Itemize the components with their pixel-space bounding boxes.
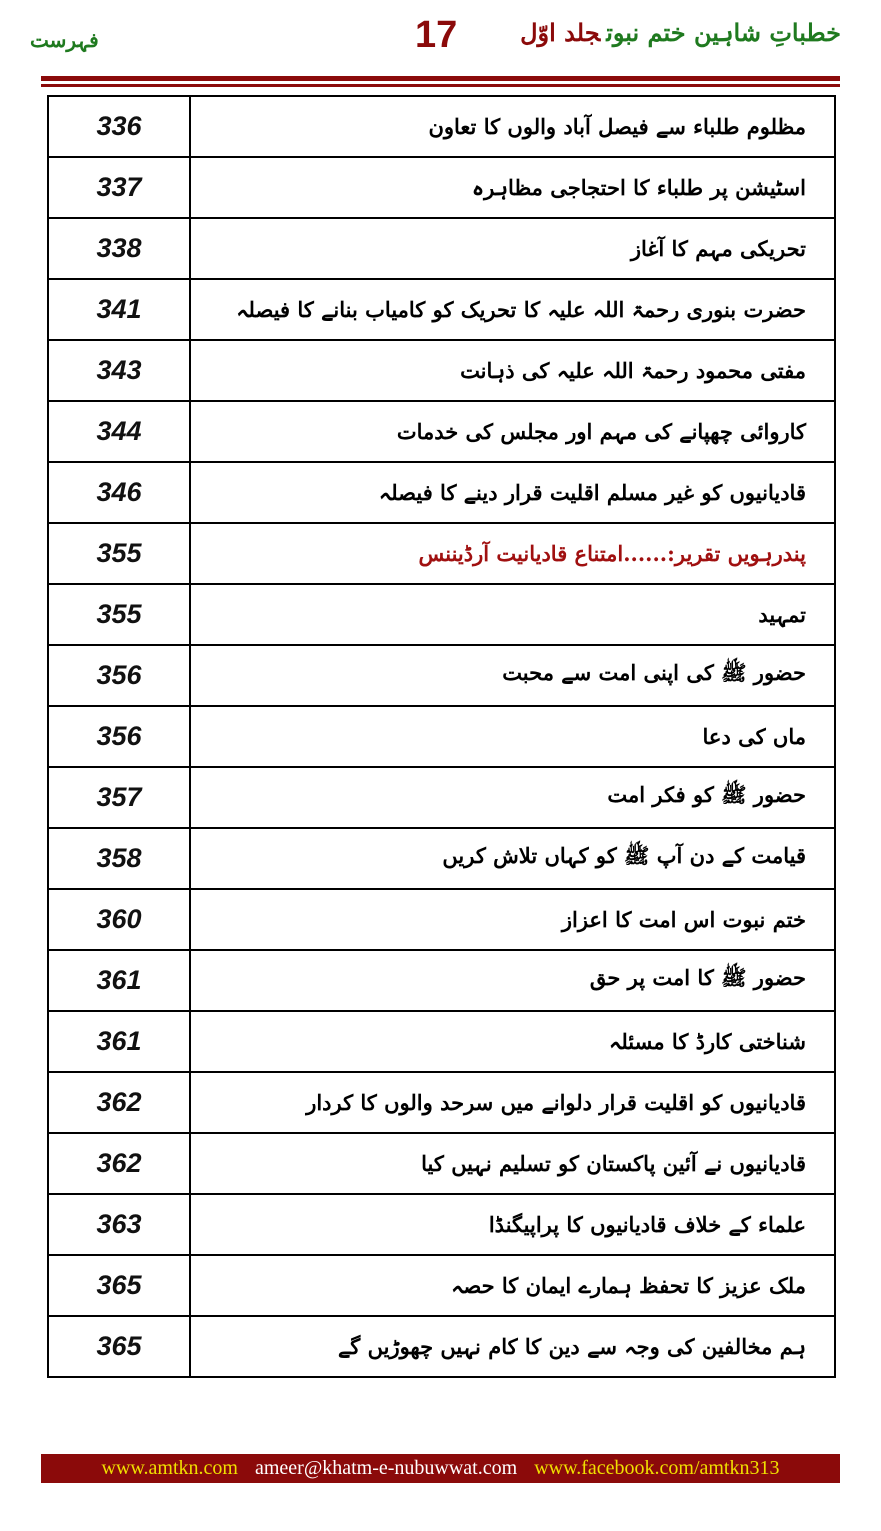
facebook-link[interactable]: www.facebook.com/amtkn313 xyxy=(534,1457,780,1479)
header-rule xyxy=(41,76,840,81)
website-link[interactable]: www.amtkn.com xyxy=(101,1457,238,1479)
page-ref: 346 xyxy=(48,462,190,523)
table-row xyxy=(48,1255,835,1316)
entry-title: شناختی کارڈ کا مسئلہ xyxy=(190,1011,835,1072)
page-ref: 358 xyxy=(48,828,190,889)
page-ref: 356 xyxy=(48,706,190,767)
table-row xyxy=(48,767,835,828)
book-title xyxy=(520,18,841,47)
entry-title: تحریکی مہم کا آغاز xyxy=(190,218,835,279)
table-row xyxy=(48,401,835,462)
page-ref: 357 xyxy=(48,767,190,828)
table-row xyxy=(48,1194,835,1255)
entry-title: ملک عزیز کا تحفظ ہمارے ایمان کا حصہ xyxy=(190,1255,835,1316)
table-row xyxy=(48,218,835,279)
table-row xyxy=(48,950,835,1011)
entry-title: قادیانیوں کو اقلیت قرار دلوانے میں سرحد والوں کا کردار xyxy=(190,1072,835,1133)
table-row xyxy=(48,645,835,706)
table-row xyxy=(48,706,835,767)
page-ref: 365 xyxy=(48,1255,190,1316)
table-row xyxy=(48,584,835,645)
header-rule-thin xyxy=(41,84,840,87)
page-ref: 361 xyxy=(48,1011,190,1072)
page-ref: 362 xyxy=(48,1133,190,1194)
page-number: 17 xyxy=(415,14,458,56)
table-row xyxy=(48,1316,835,1377)
table-row xyxy=(48,157,835,218)
entry-title: حضور ﷺ کو فکر امت xyxy=(190,767,835,828)
table-row xyxy=(48,889,835,950)
entry-title: کاروائی چھپانے کی مہم اور مجلس کی خدمات xyxy=(190,401,835,462)
table-row xyxy=(48,828,835,889)
entry-title: حضور ﷺ کی اپنی امت سے محبت xyxy=(190,645,835,706)
section-label: فہرست xyxy=(30,28,99,52)
entry-title: مفتی محمود رحمۃ اللہ علیہ کی ذہانت xyxy=(190,340,835,401)
entry-title: تمہید xyxy=(190,584,835,645)
volume-label: جلد اوّل xyxy=(520,18,601,47)
entry-title: علماء کے خلاف قادیانیوں کا پراپیگنڈا xyxy=(190,1194,835,1255)
entry-title: قیامت کے دن آپ ﷺ کو کہاں تلاش کریں xyxy=(190,828,835,889)
entry-title: ہم مخالفین کی وجہ سے دین کا کام نہیں چھوڑیں گے xyxy=(190,1316,835,1377)
table-row xyxy=(48,96,835,157)
page-ref: 361 xyxy=(48,950,190,1011)
table-row xyxy=(48,279,835,340)
entry-title: پندرہویں تقریر:......امتناع قادیانیت آرڈیننس xyxy=(190,523,835,584)
page-ref: 362 xyxy=(48,1072,190,1133)
footer-bar xyxy=(41,1454,840,1483)
page-ref: 336 xyxy=(48,96,190,157)
page-ref: 344 xyxy=(48,401,190,462)
page-ref: 355 xyxy=(48,523,190,584)
table-row xyxy=(48,1133,835,1194)
entry-title: اسٹیشن پر طلباء کا احتجاجی مظاہرہ xyxy=(190,157,835,218)
page-ref: 360 xyxy=(48,889,190,950)
entry-title: قادیانیوں کو غیر مسلم اقلیت قرار دینے کا فیصلہ xyxy=(190,462,835,523)
table-row xyxy=(48,462,835,523)
entry-title: مظلوم طلباء سے فیصل آباد والوں کا تعاون xyxy=(190,96,835,157)
page-ref: 365 xyxy=(48,1316,190,1377)
contents-table xyxy=(47,95,836,1378)
entry-title: ماں کی دعا xyxy=(190,706,835,767)
email-link[interactable]: ameer@khatm-e-nubuwwat.com xyxy=(254,1457,518,1479)
page-ref: 337 xyxy=(48,157,190,218)
page-ref: 355 xyxy=(48,584,190,645)
book-title-text: خطباتِ شاہین ختم نبوت xyxy=(606,18,841,47)
page-ref: 341 xyxy=(48,279,190,340)
table-row xyxy=(48,523,835,584)
table-row xyxy=(48,1011,835,1072)
entry-title: قادیانیوں نے آئین پاکستان کو تسلیم نہیں کیا xyxy=(190,1133,835,1194)
entry-title: حضرت بنوری رحمۃ اللہ علیہ کا تحریک کو کامیاب بنانے کا فیصلہ xyxy=(190,279,835,340)
entry-title: ختم نبوت اس امت کا اعزاز xyxy=(190,889,835,950)
page-ref: 356 xyxy=(48,645,190,706)
table-row xyxy=(48,340,835,401)
page-ref: 363 xyxy=(48,1194,190,1255)
page-ref: 338 xyxy=(48,218,190,279)
page-ref: 343 xyxy=(48,340,190,401)
entry-title: حضور ﷺ کا امت پر حق xyxy=(190,950,835,1011)
table-row xyxy=(48,1072,835,1133)
